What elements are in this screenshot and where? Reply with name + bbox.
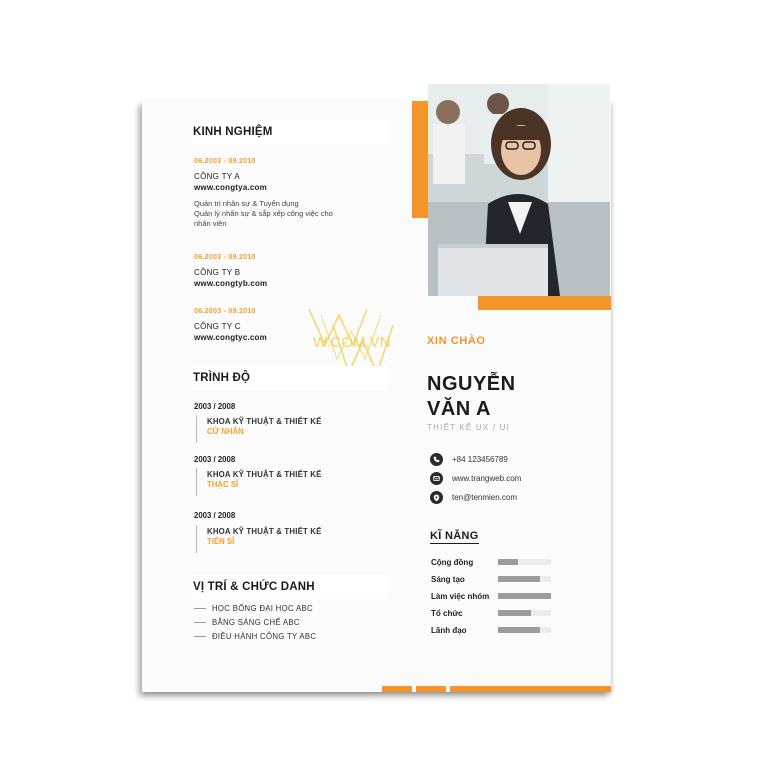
- accent-bar-bottom: [450, 686, 611, 692]
- skill-name: Lãnh đạo: [431, 626, 467, 635]
- skill-bar-track: [498, 559, 551, 565]
- skill-bar-track: [498, 610, 551, 616]
- experience-date: 06.2003 - 09.2010: [194, 156, 256, 165]
- education-year: 2003 / 2008: [194, 511, 236, 520]
- skill-row: [431, 592, 611, 601]
- skill-name: Tổ chức: [431, 609, 463, 618]
- education-major: KHOA KỸ THUẬT & THIẾT KẾ: [207, 527, 322, 536]
- skill-row: [431, 626, 611, 635]
- dash-icon: [194, 622, 206, 623]
- experience-company: CÔNG TY A: [194, 172, 240, 181]
- education-item: [196, 415, 366, 443]
- positions-heading: VỊ TRÍ & CHỨC DANH: [192, 575, 387, 599]
- full-name: NGUYỄN VĂN A: [427, 373, 516, 420]
- skill-name: Sáng tạo: [431, 575, 465, 584]
- location-icon: [430, 491, 443, 504]
- accent-bar-photo: [478, 296, 611, 310]
- skill-row: [431, 575, 611, 584]
- skill-name: Làm việc nhóm: [431, 592, 490, 601]
- experience-company: CÔNG TY C: [194, 322, 241, 331]
- skill-row: [431, 558, 611, 567]
- experience-url: www.congtyc.com: [194, 333, 267, 342]
- accent-bar-top: [412, 101, 428, 218]
- position-item: HỌC BỔNG ĐẠI HỌC ABC: [194, 604, 313, 613]
- experience-heading: KINH NGHIỆM: [192, 120, 387, 144]
- skill-row: [431, 609, 611, 618]
- dash-icon: [194, 608, 206, 609]
- skill-bar-fill: [498, 627, 540, 633]
- position-item: ĐIỀU HÀNH CÔNG TY ABC: [194, 632, 316, 641]
- accent-bar-bottom: [416, 686, 446, 692]
- contact-email: ten@tenmien.com: [430, 491, 517, 504]
- education-major: KHOA KỸ THUẬT & THIẾT KẾ: [207, 417, 322, 426]
- education-year: 2003 / 2008: [194, 402, 236, 411]
- skill-bar-fill: [498, 593, 551, 599]
- experience-item: [194, 252, 379, 288]
- skill-name: Cộng đồng: [431, 558, 474, 567]
- education-degree: CỬ NHÂN: [207, 427, 244, 436]
- skill-bar-track: [498, 593, 551, 599]
- education-degree: TIẾN SĨ: [207, 537, 235, 546]
- resume-sheet: [142, 101, 611, 692]
- education-major: KHOA KỸ THUẬT & THIẾT KẾ: [207, 470, 322, 479]
- education-item: [196, 525, 366, 553]
- position-item: BẰNG SÁNG CHẾ ABC: [194, 618, 300, 627]
- globe-icon: [430, 472, 443, 485]
- education-year: 2003 / 2008: [194, 455, 236, 464]
- experience-url: www.congtyb.com: [194, 279, 268, 288]
- skill-bar-fill: [498, 576, 540, 582]
- education-heading: TRÌNH ĐỘ: [192, 366, 387, 390]
- skill-bar-fill: [498, 559, 518, 565]
- job-title: THIẾT KẾ UX / UI: [427, 423, 511, 432]
- experience-company: CÔNG TY B: [194, 268, 241, 277]
- experience-description: Quản trị nhân sự & Tuyển dụng Quản lý nhân sự & sắp xếp công việc cho nhân viên: [194, 199, 333, 228]
- dash-icon: [194, 636, 206, 637]
- skill-bar-fill: [498, 610, 531, 616]
- watermark-text: W.COM.VN: [313, 334, 391, 351]
- experience-url: www.congtya.com: [194, 183, 267, 192]
- education-item: [196, 468, 366, 496]
- phone-icon: [430, 453, 443, 466]
- accent-bar-bottom: [382, 686, 412, 692]
- contact-phone: +84 123456789: [430, 453, 508, 466]
- contact-website: www.trangweb.com: [430, 472, 521, 485]
- profile-photo: [428, 84, 610, 296]
- experience-date: 06.2003 - 09.2010: [194, 306, 256, 315]
- greeting: XIN CHÀO: [427, 335, 486, 347]
- skills-heading: KĨ NĂNG: [430, 530, 479, 542]
- experience-date: 06.2003 - 09.2010: [194, 252, 256, 261]
- experience-item: [194, 156, 379, 229]
- skill-bar-track: [498, 627, 551, 633]
- skill-bar-track: [498, 576, 551, 582]
- education-degree: THẠC SĨ: [207, 480, 239, 489]
